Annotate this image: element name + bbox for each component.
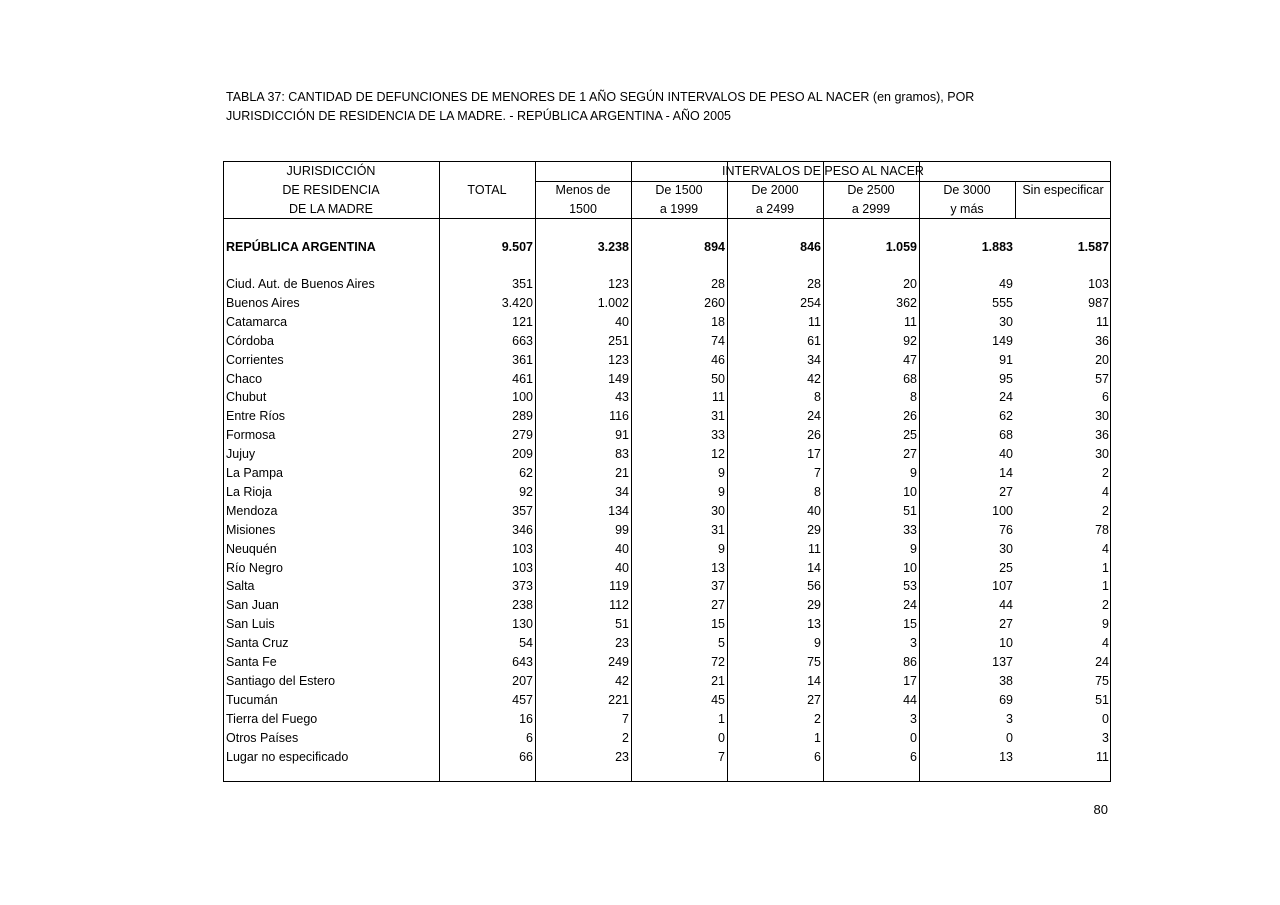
- header-interval-4-line-1: De 2500: [847, 183, 895, 197]
- table-row-value: 11: [808, 541, 821, 556]
- table-row-value: 6: [910, 749, 917, 764]
- table-row-value: 92: [903, 333, 917, 348]
- table-row-value: 555: [992, 295, 1013, 310]
- table-row-label: Formosa: [226, 428, 276, 443]
- table-row-value: 17: [903, 673, 917, 688]
- table-row-value: 83: [615, 447, 629, 462]
- table-row-label: Tucumán: [226, 692, 278, 707]
- table-row-value: 2: [1102, 503, 1109, 518]
- table-row-label: Río Negro: [226, 560, 283, 575]
- table-row-value: 30: [1095, 447, 1109, 462]
- table-row-value: 26: [903, 409, 917, 424]
- table-row-value: 357: [512, 503, 533, 518]
- table-row-value: 75: [1095, 673, 1109, 688]
- table-row-value: 61: [807, 333, 821, 348]
- table-row-value: 373: [512, 579, 533, 594]
- table-row-value: 62: [519, 466, 533, 480]
- total-row-value: 1.883: [981, 240, 1013, 254]
- table-row-value: 116: [609, 409, 629, 424]
- table-row-value: 2: [814, 711, 821, 726]
- table-row-value: 43: [615, 390, 629, 405]
- table-row-value: 24: [807, 409, 821, 424]
- table-row-value: 86: [903, 655, 917, 669]
- table-row-value: 34: [807, 352, 821, 367]
- table-row-value: 6: [1102, 390, 1109, 405]
- table-row-value: 53: [903, 579, 917, 594]
- table-row-value: 76: [999, 522, 1013, 537]
- total-row-label: REPÚBLICA ARGENTINA: [226, 240, 376, 254]
- table-row-value: 9: [910, 541, 917, 556]
- table-row-value: 9: [718, 466, 725, 480]
- table-row-value: 21: [711, 673, 725, 688]
- header-interval-5-line-2: y más: [950, 202, 984, 216]
- table-row-value: 289: [512, 409, 533, 424]
- table-row-label: San Luis: [226, 617, 275, 632]
- table-row-label: Lugar no especificado: [226, 749, 349, 764]
- table-row-value: 66: [519, 749, 533, 764]
- table-row-value: 137: [992, 655, 1013, 669]
- table-row-value: 123: [608, 352, 629, 367]
- table-row-value: 9: [718, 541, 725, 556]
- table-row-value: 3.420: [501, 295, 533, 310]
- table-row-value: 9: [814, 636, 821, 651]
- table-title-line-1: TABLA 37: CANTIDAD DE DEFUNCIONES DE MENORES DE 1 AÑO SEGÚN INTERVALOS DE PESO AL NACER (en gramos), POR: [226, 90, 975, 104]
- table-row-value: 36: [1095, 428, 1109, 443]
- table-row-value: 75: [807, 655, 821, 669]
- table-row-value: 4: [1102, 541, 1109, 556]
- table-row-value: 51: [1095, 692, 1109, 707]
- table-row-value: 38: [999, 673, 1013, 688]
- table-row-value: 56: [807, 579, 821, 594]
- header-interval-2-line-1: De 1500: [655, 183, 703, 197]
- header-bottom-rule: [223, 218, 1111, 219]
- table-row-value: 10: [903, 484, 917, 499]
- table-row-label: Corrientes: [226, 352, 284, 367]
- table-row-value: 1: [814, 730, 821, 745]
- table-row-value: 238: [512, 598, 533, 613]
- total-row-value: 846: [800, 240, 821, 254]
- table-row-value: 14: [999, 466, 1013, 480]
- table-row-value: 62: [999, 409, 1013, 424]
- table-row-value: 4: [1102, 636, 1109, 651]
- table-row-value: 100: [992, 503, 1013, 518]
- table-row-label: La Rioja: [226, 484, 272, 499]
- table-row-value: 25: [999, 560, 1013, 575]
- table-row-value: 40: [807, 503, 821, 518]
- table-row-value: 14: [807, 560, 821, 575]
- table-row-value: 149: [992, 333, 1013, 348]
- table-row-value: 663: [512, 333, 533, 348]
- table-row-label: Mendoza: [226, 503, 278, 518]
- table-row-label: Misiones: [226, 522, 276, 537]
- table-row-value: 0: [1006, 730, 1013, 745]
- table-row-value: 74: [711, 333, 725, 348]
- table-row-value: 112: [609, 598, 629, 613]
- table-row-value: 45: [711, 692, 725, 707]
- table-row-label: Santa Cruz: [226, 636, 289, 651]
- table-row-value: 121: [512, 314, 533, 329]
- table-row-label: Buenos Aires: [226, 295, 300, 310]
- table-row-value: 47: [903, 352, 917, 367]
- table-row-value: 130: [512, 617, 533, 632]
- header-interval-3-line-2: a 2499: [755, 202, 795, 216]
- total-row-value: 9.507: [501, 240, 533, 254]
- table-row-value: 9: [1102, 617, 1109, 632]
- header-interval-6-line-1: Sin especificar: [1022, 183, 1104, 197]
- table-row-value: 57: [1095, 371, 1109, 386]
- table-row-value: 69: [999, 692, 1013, 707]
- table-row-value: 30: [711, 503, 725, 518]
- table-row-value: 1: [1102, 579, 1109, 594]
- table-row-value: 103: [512, 541, 533, 556]
- table-row-value: 2: [622, 730, 629, 745]
- table-row-value: 40: [615, 314, 629, 329]
- table-row-label: Catamarca: [226, 314, 288, 329]
- table-row-value: 91: [999, 352, 1013, 367]
- table-row-value: 457: [512, 692, 533, 707]
- table-row-value: 251: [608, 333, 629, 348]
- table-row-value: 7: [622, 711, 629, 726]
- table-row-value: 21: [615, 466, 629, 480]
- table-row-value: 9: [718, 484, 725, 499]
- table-row-label: Santa Fe: [226, 655, 277, 669]
- table-row-value: 42: [615, 673, 629, 688]
- table-row-value: 119: [609, 579, 629, 594]
- table-row-label: Chubut: [226, 390, 267, 405]
- table-row-value: 42: [807, 371, 821, 386]
- table-row-value: 26: [807, 428, 821, 443]
- table-row-value: 149: [608, 371, 629, 386]
- table-row-value: 24: [903, 598, 917, 613]
- table-row-value: 27: [903, 447, 917, 462]
- table-row-value: 361: [512, 352, 533, 367]
- table-row-value: 13: [711, 560, 725, 575]
- table-row-value: 0: [1102, 711, 1109, 726]
- table-row-value: 13: [999, 749, 1013, 764]
- table-row-value: 17: [807, 447, 821, 462]
- table-row-value: 27: [711, 598, 725, 613]
- table-row-value: 346: [512, 522, 533, 537]
- table-row-value: 221: [608, 692, 629, 707]
- table-row-value: 34: [615, 484, 629, 499]
- table-row-value: 30: [999, 314, 1013, 329]
- table-row-value: 249: [608, 655, 629, 669]
- table-row-value: 99: [615, 522, 629, 537]
- table-row-value: 5: [718, 636, 725, 651]
- table-row-value: 12: [711, 447, 725, 462]
- table-row-value: 50: [711, 371, 725, 386]
- table-row-value: 24: [1095, 655, 1109, 669]
- table-row-value: 123: [608, 277, 629, 291]
- header-total: TOTAL: [467, 183, 507, 197]
- table-row-value: 29: [807, 522, 821, 537]
- table-row-value: 3: [1102, 730, 1109, 745]
- table-row-value: 1.002: [597, 295, 629, 310]
- table-row-value: 68: [903, 371, 917, 386]
- table-row-value: 24: [999, 390, 1013, 405]
- table-row-value: 3: [1006, 711, 1013, 726]
- table-row-value: 27: [999, 617, 1013, 632]
- table-row-value: 40: [999, 447, 1013, 462]
- table-row-value: 134: [608, 503, 629, 518]
- table-row-value: 40: [615, 560, 629, 575]
- table-row-label: Neuquén: [226, 541, 277, 556]
- table-row-value: 44: [999, 598, 1013, 613]
- table-row-value: 11: [712, 390, 725, 405]
- table-row-value: 103: [1088, 277, 1109, 291]
- table-row-value: 20: [1095, 352, 1109, 367]
- header-interval-1-line-1: Menos de: [555, 183, 611, 197]
- table-row-value: 11: [808, 314, 821, 329]
- table-row-value: 18: [711, 314, 725, 329]
- table-row-value: 20: [903, 277, 917, 291]
- table-row-value: 8: [814, 484, 821, 499]
- table-row-value: 1: [718, 711, 725, 726]
- table-row-label: Tierra del Fuego: [226, 711, 318, 726]
- table-row-value: 362: [896, 295, 917, 310]
- table-row-value: 30: [1095, 409, 1109, 424]
- table-row-value: 31: [711, 522, 725, 537]
- table-row-value: 33: [711, 428, 725, 443]
- table-row-value: 15: [711, 617, 725, 632]
- table-row-value: 260: [704, 295, 725, 310]
- header-jurisdiction-1: JURISDICCIÓN: [286, 164, 376, 178]
- table-row-value: 254: [800, 295, 821, 310]
- header-interval-2-line-2: a 1999: [659, 202, 699, 216]
- table-row-value: 2: [1102, 466, 1109, 480]
- table-row-label: Santiago del Estero: [226, 673, 336, 688]
- table-row-label: Ciud. Aut. de Buenos Aires: [226, 277, 375, 291]
- table-row-value: 461: [512, 371, 533, 386]
- table-row-value: 15: [903, 617, 917, 632]
- table-row-value: 100: [512, 390, 533, 405]
- table-row-value: 279: [512, 428, 533, 443]
- table-row-label: Salta: [226, 579, 255, 594]
- table-row-value: 27: [807, 692, 821, 707]
- table-row-value: 40: [615, 541, 629, 556]
- table-row-value: 44: [903, 692, 917, 707]
- table-row-value: 6: [814, 749, 821, 764]
- total-row-value: 894: [704, 240, 725, 254]
- table-row-label: Otros Países: [226, 730, 299, 745]
- table-row-value: 8: [814, 390, 821, 405]
- table-row-value: 2: [1102, 598, 1109, 613]
- table-row-value: 7: [814, 466, 821, 480]
- table-row-value: 27: [999, 484, 1013, 499]
- table-row-value: 103: [512, 560, 533, 575]
- table-row-value: 78: [1095, 522, 1109, 537]
- table-row-value: 209: [512, 447, 533, 462]
- table-row-value: 46: [711, 352, 725, 367]
- table-row-value: 107: [992, 579, 1013, 594]
- table-row-value: 13: [807, 617, 821, 632]
- table-row-value: 3: [910, 711, 917, 726]
- table-row-value: 23: [615, 749, 629, 764]
- table-row-value: 23: [615, 636, 629, 651]
- header-group-intervals: INTERVALOS DE PESO AL NACER: [722, 164, 924, 178]
- header-interval-1-line-2: 1500: [569, 202, 597, 216]
- table-row-value: 351: [512, 277, 533, 291]
- table-row-value: 0: [718, 730, 725, 745]
- table-row-value: 30: [999, 541, 1013, 556]
- table-row-label: Chaco: [226, 371, 263, 386]
- table-row-value: 28: [807, 277, 821, 291]
- total-row-value: 1.059: [885, 240, 917, 254]
- table-row-value: 72: [711, 655, 725, 669]
- table-row-value: 49: [999, 277, 1013, 291]
- table-row-label: La Pampa: [226, 466, 283, 480]
- table-row-value: 29: [807, 598, 821, 613]
- table-row-label: San Juan: [226, 598, 279, 613]
- table-row-value: 28: [711, 277, 725, 291]
- header-interval-4-line-2: a 2999: [851, 202, 891, 216]
- table-row-value: 987: [1088, 295, 1109, 310]
- table-row-value: 91: [615, 428, 629, 443]
- table-row-value: 11: [1096, 314, 1109, 329]
- header-interval-5-line-1: De 3000: [943, 183, 991, 197]
- total-row-value: 3.238: [597, 240, 629, 254]
- table-row-value: 37: [711, 579, 725, 594]
- header-interval-3-line-1: De 2000: [751, 183, 799, 197]
- table-row-value: 14: [807, 673, 821, 688]
- table-row-label: Córdoba: [226, 333, 274, 348]
- table-row-value: 7: [718, 749, 725, 764]
- table-row-value: 9: [910, 466, 917, 480]
- table-row-value: 11: [904, 314, 917, 329]
- table-row-value: 0: [910, 730, 917, 745]
- table-row-label: Entre Ríos: [226, 409, 286, 424]
- table-row-value: 8: [910, 390, 917, 405]
- total-row-value: 1.587: [1077, 240, 1109, 254]
- table-row-value: 643: [512, 655, 533, 669]
- table-row-value: 16: [519, 711, 533, 726]
- table-row-value: 51: [615, 617, 629, 632]
- table-row-value: 3: [910, 636, 917, 651]
- table-row-value: 31: [711, 409, 725, 424]
- table-row-value: 25: [903, 428, 917, 443]
- table-row-value: 92: [519, 484, 533, 499]
- table-row-value: 51: [903, 503, 917, 518]
- table-row-value: 33: [903, 522, 917, 537]
- table-row-value: 95: [999, 371, 1013, 386]
- header-jurisdiction-3: DE LA MADRE: [288, 202, 374, 216]
- table-row-value: 54: [519, 636, 533, 651]
- table-row-value: 4: [1102, 484, 1109, 499]
- table-row-value: 10: [903, 560, 917, 575]
- table-row-value: 11: [1096, 749, 1109, 764]
- table-row-label: Jujuy: [226, 447, 256, 462]
- header-jurisdiction-2: DE RESIDENCIA: [282, 183, 380, 197]
- page-number: 80: [1093, 802, 1108, 817]
- table-row-value: 6: [526, 730, 533, 745]
- table-row-value: 10: [999, 636, 1013, 651]
- table-row-value: 207: [512, 673, 533, 688]
- table-row-value: 1: [1102, 560, 1109, 575]
- table-title-line-2: JURISDICCIÓN DE RESIDENCIA DE LA MADRE. - REPÚBLICA ARGENTINA - AÑO 2005: [226, 109, 731, 123]
- table-row-value: 36: [1095, 333, 1109, 348]
- table-row-value: 68: [999, 428, 1013, 443]
